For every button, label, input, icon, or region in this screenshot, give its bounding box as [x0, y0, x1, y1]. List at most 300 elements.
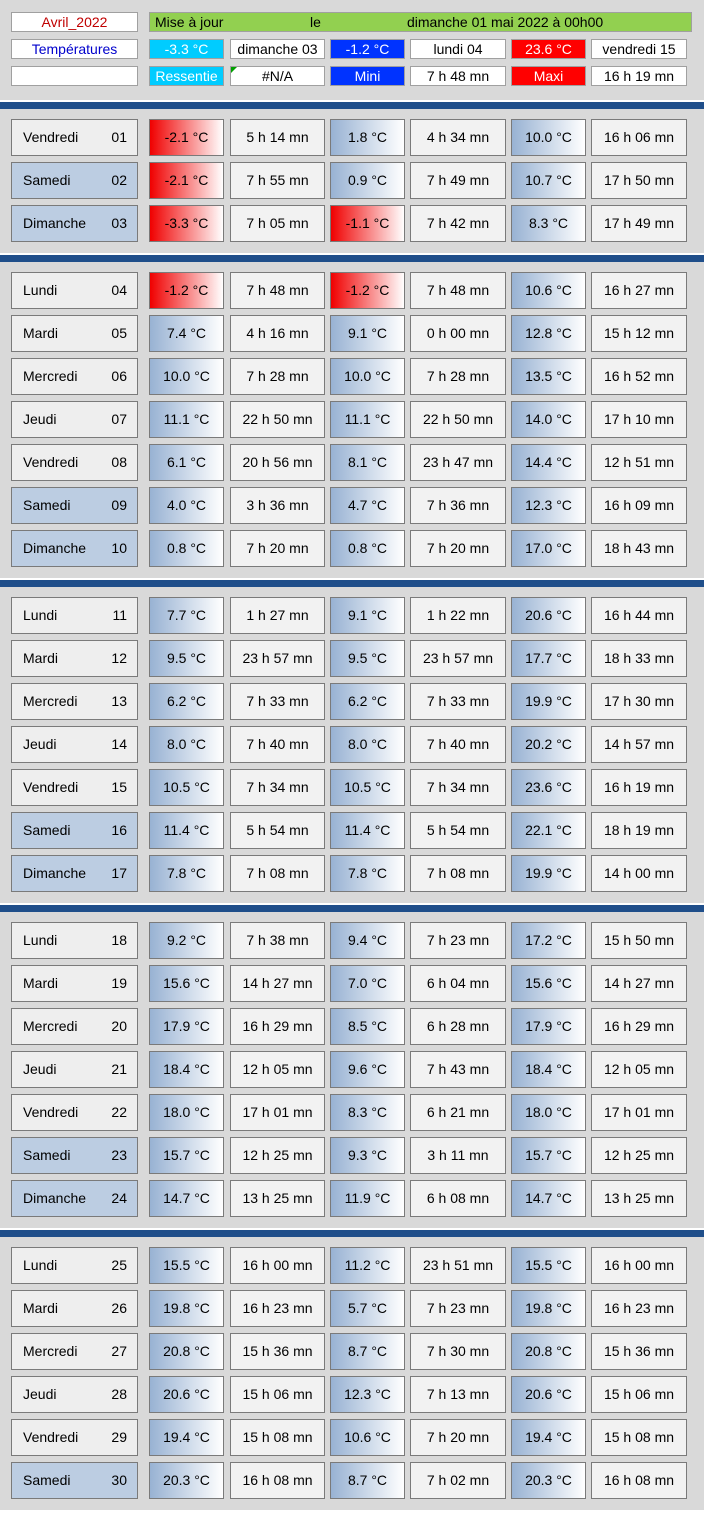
- day-name: Mercredi: [23, 368, 78, 384]
- day-cell: [11, 1008, 138, 1045]
- felt-time-cell: 7 h 55 mn: [230, 162, 325, 199]
- felt-time-cell: 12 h 05 mn: [230, 1051, 325, 1088]
- max-temp-cell: 14.4 °C: [511, 444, 586, 481]
- felt-temp-cell: 15.7 °C: [149, 1137, 224, 1174]
- max-time-cell: 16 h 00 mn: [591, 1247, 687, 1284]
- day-cell: [11, 855, 138, 892]
- week-separator: [0, 100, 704, 109]
- min-temp-cell: 9.1 °C: [330, 597, 405, 634]
- day-row: [0, 1047, 704, 1090]
- felt-time-cell: 5 h 14 mn: [230, 119, 325, 156]
- min-temp-cell: 7.8 °C: [330, 855, 405, 892]
- felt-temp-cell: 10.5 °C: [149, 769, 224, 806]
- min-temp-cell: 11.1 °C: [330, 401, 405, 438]
- day-cell: [11, 683, 138, 720]
- min-time-cell: 7 h 20 mn: [410, 1419, 506, 1456]
- day-name: Mercredi: [23, 1018, 78, 1034]
- day-name: Lundi: [23, 282, 58, 298]
- felt-time-cell: 7 h 20 mn: [230, 530, 325, 567]
- day-cell: [11, 205, 138, 242]
- day-name: Jeudi: [23, 1386, 57, 1402]
- max-time-cell: 12 h 05 mn: [591, 1051, 687, 1088]
- min-time-cell: 7 h 43 mn: [410, 1051, 506, 1088]
- day-row: [0, 354, 704, 397]
- day-name: Lundi: [23, 932, 58, 948]
- day-name: Samedi: [23, 497, 71, 513]
- max-temp-cell: 10.0 °C: [511, 119, 586, 156]
- ressentie-day: dimanche 03: [230, 39, 325, 59]
- day-cell: [11, 1290, 138, 1327]
- week-separator: [0, 903, 704, 912]
- max-temp-cell: 19.9 °C: [511, 683, 586, 720]
- felt-temp-cell: 9.5 °C: [149, 640, 224, 677]
- felt-temp-cell: -3.3 °C: [149, 205, 224, 242]
- min-temp-cell: 11.4 °C: [330, 812, 405, 849]
- day-row: [0, 1458, 704, 1501]
- max-time-cell: 15 h 50 mn: [591, 922, 687, 959]
- day-row: [0, 158, 704, 201]
- min-temp-cell: 8.7 °C: [330, 1333, 405, 1370]
- day-name: Vendredi: [23, 454, 79, 470]
- day-number: 01: [111, 129, 127, 145]
- max-time-cell: 12 h 25 mn: [591, 1137, 687, 1174]
- felt-time-cell: 23 h 57 mn: [230, 640, 325, 677]
- day-cell: [11, 1419, 138, 1456]
- day-row: [0, 115, 704, 158]
- day-row: [0, 679, 704, 722]
- min-temp-cell: 8.5 °C: [330, 1008, 405, 1045]
- day-row: [0, 201, 704, 244]
- felt-time-cell: 16 h 29 mn: [230, 1008, 325, 1045]
- day-number: 28: [111, 1386, 127, 1402]
- max-temp-cell: 18.4 °C: [511, 1051, 586, 1088]
- day-row: [0, 1176, 704, 1219]
- min-temp-cell: 1.8 °C: [330, 119, 405, 156]
- max-temp-cell: 22.1 °C: [511, 812, 586, 849]
- felt-time-cell: 20 h 56 mn: [230, 444, 325, 481]
- day-name: Lundi: [23, 607, 58, 623]
- felt-temp-cell: 8.0 °C: [149, 726, 224, 763]
- day-number: 26: [111, 1300, 127, 1316]
- day-cell: [11, 1333, 138, 1370]
- max-time-cell: 16 h 09 mn: [591, 487, 687, 524]
- max-temp-cell: 12.3 °C: [511, 487, 586, 524]
- day-cell: [11, 358, 138, 395]
- day-name: Vendredi: [23, 779, 79, 795]
- max-temp-cell: 17.0 °C: [511, 530, 586, 567]
- day-name: Mardi: [23, 1300, 59, 1316]
- week-block: [0, 912, 704, 1228]
- day-name: Lundi: [23, 1257, 58, 1273]
- max-time-cell: 14 h 00 mn: [591, 855, 687, 892]
- max-temp-cell: 17.2 °C: [511, 922, 586, 959]
- max-temp-cell: 19.4 °C: [511, 1419, 586, 1456]
- day-row: [0, 311, 704, 354]
- day-row: [0, 1415, 704, 1458]
- max-time-cell: 18 h 19 mn: [591, 812, 687, 849]
- min-temp-cell: 6.2 °C: [330, 683, 405, 720]
- min-time-cell: 4 h 34 mn: [410, 119, 506, 156]
- felt-time-cell: 16 h 23 mn: [230, 1290, 325, 1327]
- min-temp-cell: 9.1 °C: [330, 315, 405, 352]
- max-time-cell: 17 h 50 mn: [591, 162, 687, 199]
- felt-time-cell: 1 h 27 mn: [230, 597, 325, 634]
- day-row: [0, 1329, 704, 1372]
- felt-time-cell: 15 h 06 mn: [230, 1376, 325, 1413]
- max-time-cell: 15 h 08 mn: [591, 1419, 687, 1456]
- day-number: 17: [111, 865, 127, 881]
- min-time-cell: 7 h 13 mn: [410, 1376, 506, 1413]
- min-time-cell: 7 h 02 mn: [410, 1462, 506, 1499]
- day-name: Samedi: [23, 822, 71, 838]
- max-time-cell: 15 h 12 mn: [591, 315, 687, 352]
- week-block: [0, 109, 704, 253]
- felt-temp-cell: 15.6 °C: [149, 965, 224, 1002]
- min-temp-cell: 8.3 °C: [330, 1094, 405, 1131]
- min-time-cell: 6 h 04 mn: [410, 965, 506, 1002]
- day-row: [0, 918, 704, 961]
- day-number: 10: [111, 540, 127, 556]
- felt-time-cell: 17 h 01 mn: [230, 1094, 325, 1131]
- max-temp-cell: 20.2 °C: [511, 726, 586, 763]
- min-time-cell: 7 h 30 mn: [410, 1333, 506, 1370]
- min-time-cell: 1 h 22 mn: [410, 597, 506, 634]
- felt-time-cell: 15 h 08 mn: [230, 1419, 325, 1456]
- maxi-time: 16 h 19 mn: [591, 66, 687, 86]
- day-row: [0, 808, 704, 851]
- max-temp-cell: 15.5 °C: [511, 1247, 586, 1284]
- min-time-cell: 7 h 48 mn: [410, 272, 506, 309]
- maxi-label: Maxi: [511, 66, 586, 86]
- max-temp-cell: 14.7 °C: [511, 1180, 586, 1217]
- max-temp-cell: 15.7 °C: [511, 1137, 586, 1174]
- max-temp-cell: 10.6 °C: [511, 272, 586, 309]
- day-name: Dimanche: [23, 1190, 87, 1206]
- day-row: [0, 483, 704, 526]
- day-row: [0, 1243, 704, 1286]
- day-name: Jeudi: [23, 736, 57, 752]
- felt-temp-cell: 15.5 °C: [149, 1247, 224, 1284]
- day-name: Samedi: [23, 172, 71, 188]
- day-number: 20: [111, 1018, 127, 1034]
- min-time-cell: 22 h 50 mn: [410, 401, 506, 438]
- felt-time-cell: 7 h 48 mn: [230, 272, 325, 309]
- max-time-cell: 16 h 06 mn: [591, 119, 687, 156]
- felt-temp-cell: 7.7 °C: [149, 597, 224, 634]
- max-temp-cell: 13.5 °C: [511, 358, 586, 395]
- min-time-cell: 6 h 28 mn: [410, 1008, 506, 1045]
- day-cell: [11, 487, 138, 524]
- max-time-cell: 16 h 52 mn: [591, 358, 687, 395]
- day-cell: [11, 726, 138, 763]
- week-separator: [0, 578, 704, 587]
- day-name: Samedi: [23, 1472, 71, 1488]
- felt-temp-cell: 11.1 °C: [149, 401, 224, 438]
- felt-temp-cell: 14.7 °C: [149, 1180, 224, 1217]
- min-time-cell: 0 h 00 mn: [410, 315, 506, 352]
- day-number: 25: [111, 1257, 127, 1273]
- min-time-cell: 7 h 08 mn: [410, 855, 506, 892]
- felt-time-cell: 12 h 25 mn: [230, 1137, 325, 1174]
- felt-time-cell: 7 h 05 mn: [230, 205, 325, 242]
- max-temp-cell: 20.6 °C: [511, 597, 586, 634]
- day-name: Dimanche: [23, 215, 87, 231]
- min-temp-cell: -1.1 °C: [330, 205, 405, 242]
- day-number: 22: [111, 1104, 127, 1120]
- felt-temp-cell: -2.1 °C: [149, 119, 224, 156]
- felt-temp-cell: 6.1 °C: [149, 444, 224, 481]
- felt-temp-cell: 11.4 °C: [149, 812, 224, 849]
- mini-day: lundi 04: [410, 39, 506, 59]
- max-time-cell: 16 h 19 mn: [591, 769, 687, 806]
- felt-temp-cell: 6.2 °C: [149, 683, 224, 720]
- day-number: 14: [111, 736, 127, 752]
- min-temp-cell: 0.9 °C: [330, 162, 405, 199]
- max-time-cell: 14 h 57 mn: [591, 726, 687, 763]
- day-cell: [11, 597, 138, 634]
- day-number: 06: [111, 368, 127, 384]
- day-name: Mardi: [23, 325, 59, 341]
- day-cell: [11, 119, 138, 156]
- day-name: Dimanche: [23, 540, 87, 556]
- min-temp-cell: 8.7 °C: [330, 1462, 405, 1499]
- felt-temp-cell: -1.2 °C: [149, 272, 224, 309]
- felt-temp-cell: 20.8 °C: [149, 1333, 224, 1370]
- max-temp-cell: 19.8 °C: [511, 1290, 586, 1327]
- felt-time-cell: 16 h 08 mn: [230, 1462, 325, 1499]
- day-number: 18: [111, 932, 127, 948]
- felt-time-cell: 7 h 33 mn: [230, 683, 325, 720]
- day-cell: [11, 769, 138, 806]
- felt-temp-cell: 0.8 °C: [149, 530, 224, 567]
- day-cell: [11, 272, 138, 309]
- max-temp-cell: 15.6 °C: [511, 965, 586, 1002]
- min-time-cell: 7 h 23 mn: [410, 922, 506, 959]
- ressentie-time: [230, 66, 325, 86]
- max-temp-cell: 17.9 °C: [511, 1008, 586, 1045]
- min-temp-cell: -1.2 °C: [330, 272, 405, 309]
- day-number: 08: [111, 454, 127, 470]
- day-name: Mercredi: [23, 1343, 78, 1359]
- max-temp-cell: 19.9 °C: [511, 855, 586, 892]
- felt-time-cell: 4 h 16 mn: [230, 315, 325, 352]
- weekly-table: [0, 100, 704, 1510]
- day-cell: [11, 922, 138, 959]
- felt-time-cell: 7 h 40 mn: [230, 726, 325, 763]
- day-row: [0, 1372, 704, 1415]
- min-temp-cell: 7.0 °C: [330, 965, 405, 1002]
- day-number: 29: [111, 1429, 127, 1445]
- day-row: [0, 1090, 704, 1133]
- day-number: 19: [111, 975, 127, 991]
- felt-temp-cell: 20.3 °C: [149, 1462, 224, 1499]
- min-time-cell: 23 h 57 mn: [410, 640, 506, 677]
- felt-time-cell: 22 h 50 mn: [230, 401, 325, 438]
- day-row: [0, 851, 704, 894]
- day-cell: [11, 401, 138, 438]
- min-temp-cell: 9.5 °C: [330, 640, 405, 677]
- ressentie-label: Ressentie: [149, 66, 224, 86]
- day-number: 12: [111, 650, 127, 666]
- week-block: [0, 587, 704, 903]
- min-temp-cell: 10.6 °C: [330, 1419, 405, 1456]
- summary-header: [0, 0, 704, 100]
- day-cell: [11, 162, 138, 199]
- day-row: [0, 268, 704, 311]
- day-row: [0, 593, 704, 636]
- max-time-cell: 18 h 43 mn: [591, 530, 687, 567]
- day-number: 03: [111, 215, 127, 231]
- month-label: Avril_2022: [11, 12, 138, 32]
- min-temp-cell: 10.5 °C: [330, 769, 405, 806]
- min-temp-cell: 9.6 °C: [330, 1051, 405, 1088]
- day-number: 21: [111, 1061, 127, 1077]
- day-name: Mercredi: [23, 693, 78, 709]
- felt-temp-cell: 17.9 °C: [149, 1008, 224, 1045]
- felt-temp-cell: 18.0 °C: [149, 1094, 224, 1131]
- day-number: 15: [111, 779, 127, 795]
- min-time-cell: 6 h 21 mn: [410, 1094, 506, 1131]
- day-cell: [11, 965, 138, 1002]
- min-time-cell: 7 h 40 mn: [410, 726, 506, 763]
- empty-label-cell: [11, 66, 138, 86]
- maxi-value: 23.6 °C: [511, 39, 586, 59]
- day-cell: [11, 315, 138, 352]
- day-cell: [11, 1137, 138, 1174]
- min-temp-cell: 4.7 °C: [330, 487, 405, 524]
- min-time-cell: 23 h 51 mn: [410, 1247, 506, 1284]
- day-cell: [11, 812, 138, 849]
- felt-temp-cell: 19.8 °C: [149, 1290, 224, 1327]
- max-temp-cell: 17.7 °C: [511, 640, 586, 677]
- week-block: [0, 1237, 704, 1510]
- min-time-cell: 7 h 49 mn: [410, 162, 506, 199]
- mini-value: -1.2 °C: [330, 39, 405, 59]
- update-bar: [149, 12, 692, 32]
- min-time-cell: 7 h 28 mn: [410, 358, 506, 395]
- max-time-cell: 12 h 51 mn: [591, 444, 687, 481]
- day-number: 27: [111, 1343, 127, 1359]
- day-row: [0, 1133, 704, 1176]
- min-time-cell: 7 h 42 mn: [410, 205, 506, 242]
- day-name: Vendredi: [23, 129, 79, 145]
- day-name: Dimanche: [23, 865, 87, 881]
- felt-temp-cell: 19.4 °C: [149, 1419, 224, 1456]
- felt-temp-cell: -2.1 °C: [149, 162, 224, 199]
- comment-marker-icon: [231, 67, 237, 73]
- min-time-cell: 3 h 11 mn: [410, 1137, 506, 1174]
- max-time-cell: 16 h 27 mn: [591, 272, 687, 309]
- max-time-cell: 15 h 36 mn: [591, 1333, 687, 1370]
- week-block: [0, 262, 704, 578]
- max-temp-cell: 23.6 °C: [511, 769, 586, 806]
- day-name: Mardi: [23, 650, 59, 666]
- day-number: 24: [111, 1190, 127, 1206]
- felt-time-cell: 3 h 36 mn: [230, 487, 325, 524]
- min-time-cell: 6 h 08 mn: [410, 1180, 506, 1217]
- min-time-cell: 7 h 36 mn: [410, 487, 506, 524]
- felt-time-cell: 7 h 38 mn: [230, 922, 325, 959]
- min-time-cell: 7 h 34 mn: [410, 769, 506, 806]
- min-time-cell: 7 h 23 mn: [410, 1290, 506, 1327]
- day-number: 07: [111, 411, 127, 427]
- max-temp-cell: 20.6 °C: [511, 1376, 586, 1413]
- temperatures-label: Températures: [11, 39, 138, 59]
- day-row: [0, 636, 704, 679]
- max-time-cell: 17 h 30 mn: [591, 683, 687, 720]
- day-cell: [11, 1376, 138, 1413]
- felt-temp-cell: 20.6 °C: [149, 1376, 224, 1413]
- day-row: [0, 765, 704, 808]
- day-number: 13: [111, 693, 127, 709]
- week-separator: [0, 1228, 704, 1237]
- min-temp-cell: 8.1 °C: [330, 444, 405, 481]
- min-temp-cell: 11.2 °C: [330, 1247, 405, 1284]
- week-separator: [0, 253, 704, 262]
- day-cell: [11, 1462, 138, 1499]
- day-number: 02: [111, 172, 127, 188]
- day-row: [0, 397, 704, 440]
- min-temp-cell: 5.7 °C: [330, 1290, 405, 1327]
- max-temp-cell: 18.0 °C: [511, 1094, 586, 1131]
- update-date: dimanche 01 mai 2022 à 00h00: [407, 14, 604, 30]
- day-row: [0, 1286, 704, 1329]
- min-time-cell: 23 h 47 mn: [410, 444, 506, 481]
- max-time-cell: 18 h 33 mn: [591, 640, 687, 677]
- min-time-cell: 5 h 54 mn: [410, 812, 506, 849]
- max-time-cell: 16 h 29 mn: [591, 1008, 687, 1045]
- max-temp-cell: 14.0 °C: [511, 401, 586, 438]
- min-temp-cell: 8.0 °C: [330, 726, 405, 763]
- min-time-cell: 7 h 20 mn: [410, 530, 506, 567]
- ressentie-value: -3.3 °C: [149, 39, 224, 59]
- max-time-cell: 17 h 49 mn: [591, 205, 687, 242]
- max-time-cell: 15 h 06 mn: [591, 1376, 687, 1413]
- max-temp-cell: 8.3 °C: [511, 205, 586, 242]
- min-temp-cell: 11.9 °C: [330, 1180, 405, 1217]
- max-temp-cell: 12.8 °C: [511, 315, 586, 352]
- update-label: Mise à jour: [155, 14, 224, 30]
- day-row: [0, 440, 704, 483]
- max-time-cell: 13 h 25 mn: [591, 1180, 687, 1217]
- min-temp-cell: 10.0 °C: [330, 358, 405, 395]
- max-temp-cell: 20.8 °C: [511, 1333, 586, 1370]
- felt-time-cell: 15 h 36 mn: [230, 1333, 325, 1370]
- day-cell: [11, 444, 138, 481]
- day-name: Jeudi: [23, 1061, 57, 1077]
- day-name: Samedi: [23, 1147, 71, 1163]
- max-temp-cell: 20.3 °C: [511, 1462, 586, 1499]
- day-cell: [11, 1094, 138, 1131]
- day-cell: [11, 1180, 138, 1217]
- day-name: Jeudi: [23, 411, 57, 427]
- day-number: 23: [111, 1147, 127, 1163]
- ressentie-time-text: #N/A: [261, 68, 294, 84]
- min-temp-cell: 9.3 °C: [330, 1137, 405, 1174]
- felt-temp-cell: 7.8 °C: [149, 855, 224, 892]
- felt-time-cell: 7 h 28 mn: [230, 358, 325, 395]
- max-time-cell: 16 h 08 mn: [591, 1462, 687, 1499]
- max-time-cell: 17 h 10 mn: [591, 401, 687, 438]
- felt-time-cell: 16 h 00 mn: [230, 1247, 325, 1284]
- day-number: 05: [111, 325, 127, 341]
- day-row: [0, 961, 704, 1004]
- felt-time-cell: 7 h 34 mn: [230, 769, 325, 806]
- felt-temp-cell: 4.0 °C: [149, 487, 224, 524]
- day-number: 16: [111, 822, 127, 838]
- day-cell: [11, 1051, 138, 1088]
- min-temp-cell: 9.4 °C: [330, 922, 405, 959]
